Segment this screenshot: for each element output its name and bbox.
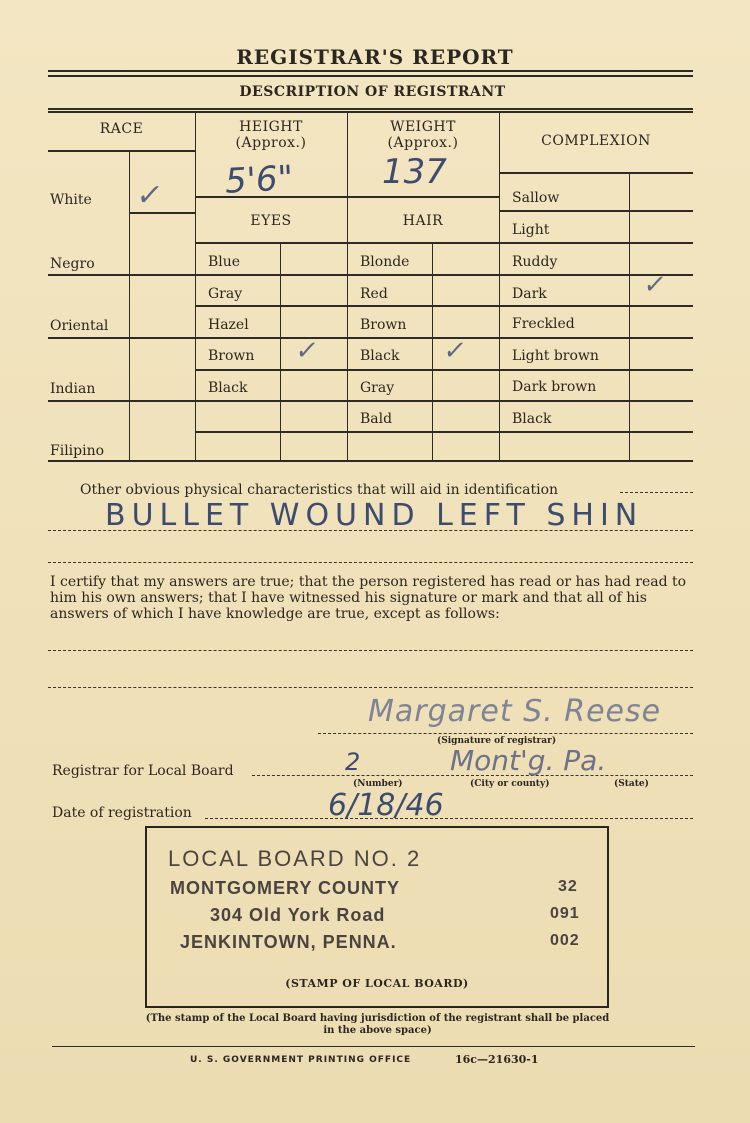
grid-line	[195, 305, 693, 307]
weight-header: WEIGHT	[390, 119, 456, 135]
footer-code: 16c—21630-1	[455, 1053, 539, 1066]
grid-line	[195, 242, 693, 244]
page-title: REGISTRAR'S REPORT	[236, 45, 514, 69]
hair-option-red: Red	[360, 286, 388, 302]
stamp-note: (The stamp of the Local Board having jurisdiction of the registrant shall be placed in the above space)	[145, 1013, 610, 1036]
grid-line	[499, 112, 500, 460]
date-label: Date of registration	[52, 805, 192, 821]
race-option-negro: Negro	[50, 256, 95, 272]
race-option-indian: Indian	[50, 381, 96, 397]
divider	[48, 70, 693, 72]
weight-subheader: (Approx.)	[387, 135, 459, 151]
complexion-header: COMPLEXION	[541, 133, 651, 149]
grid-line	[195, 369, 693, 371]
grid-line	[347, 112, 348, 460]
height-subheader: (Approx.)	[235, 135, 307, 151]
race-option-white: White	[50, 192, 92, 208]
eyes-option-blue: Blue	[208, 254, 241, 270]
signature-caption: (Signature of registrar)	[437, 736, 557, 746]
other-characteristics-value: BULLET WOUND LEFT SHIN	[105, 498, 644, 533]
grid-line	[48, 274, 693, 276]
stamp-number-2: 091	[550, 905, 580, 922]
hair-option-black: Black	[360, 348, 400, 364]
check-mark-icon: ✓	[441, 336, 469, 366]
complexion-option-dark: Dark	[512, 286, 547, 302]
dotted-line	[48, 562, 693, 563]
race-option-filipino: Filipino	[50, 443, 105, 459]
complexion-option-ruddy: Ruddy	[512, 254, 558, 270]
dotted-line	[48, 530, 693, 531]
dotted-line	[318, 733, 693, 734]
check-mark-icon: ✓	[641, 270, 669, 300]
stamp-line-2: MONTGOMERY COUNTY	[170, 878, 401, 898]
eyes-option-hazel: Hazel	[208, 317, 249, 333]
grid-line	[499, 210, 693, 212]
divider	[48, 108, 693, 110]
dotted-line	[205, 818, 693, 819]
complexion-option-freckled: Freckled	[512, 316, 575, 332]
grid-line	[129, 150, 130, 460]
stamp-line-3: 304 Old York Road	[210, 905, 386, 925]
grid-line	[629, 172, 630, 460]
local-board-label: Registrar for Local Board	[52, 763, 234, 779]
stamp-line-4: JENKINTOWN, PENNA.	[180, 932, 397, 952]
eyes-header: EYES	[250, 213, 292, 229]
city-caption: (City or county)	[470, 779, 550, 789]
divider	[48, 111, 693, 113]
state-caption: (State)	[614, 779, 649, 789]
certification-statement: I certify that my answers are true; that the person registered has read or has had read to him his own answers; that I have witnessed his signature or mark and that all of his answers of which I have knowledge are true, except as follows:	[50, 574, 687, 622]
eyes-option-brown: Brown	[208, 348, 255, 364]
complexion-option-dark-brown: Dark brown	[512, 379, 597, 395]
footer-office: U. S. GOVERNMENT PRINTING OFFICE	[190, 1055, 412, 1065]
dotted-line	[48, 687, 693, 688]
dotted-line	[620, 492, 693, 493]
grid-line	[48, 460, 693, 462]
hair-header: HAIR	[402, 213, 444, 229]
other-characteristics-label: Other obvious physical characteristics that will aid in identification	[80, 482, 559, 498]
grid-line	[48, 400, 693, 402]
complexion-option-black: Black	[512, 411, 552, 427]
hair-option-blonde: Blonde	[360, 254, 410, 270]
registrar-signature: Margaret S. Reese	[368, 694, 662, 729]
eyes-option-black: Black	[208, 380, 248, 396]
grid-line	[48, 337, 693, 339]
check-mark-icon: ✓	[133, 178, 166, 213]
grid-line	[195, 112, 196, 460]
divider	[52, 1046, 695, 1047]
divider	[48, 75, 693, 77]
eyes-option-gray: Gray	[208, 286, 243, 302]
board-city-value: Mont'g. Pa.	[450, 744, 607, 777]
complexion-option-light-brown: Light brown	[512, 348, 599, 364]
check-mark-icon: ✓	[293, 336, 321, 366]
height-value: 5'6"	[224, 158, 295, 202]
board-number-value: 2	[345, 748, 361, 776]
race-header: RACE	[99, 121, 144, 137]
number-caption: (Number)	[353, 779, 403, 789]
dotted-line	[48, 650, 693, 651]
height-header: HEIGHT	[239, 119, 303, 135]
hair-option-brown: Brown	[360, 317, 407, 333]
stamp-caption: (STAMP OF LOCAL BOARD)	[285, 977, 469, 990]
grid-line	[48, 150, 195, 152]
stamp-number-3: 002	[550, 932, 580, 949]
section-subtitle: DESCRIPTION OF REGISTRANT	[239, 84, 506, 100]
grid-line	[499, 172, 693, 174]
stamp-number-1: 32	[558, 878, 578, 895]
hair-option-bald: Bald	[360, 411, 393, 427]
grid-line	[195, 431, 693, 433]
weight-value: 137	[382, 152, 447, 192]
race-option-oriental: Oriental	[50, 318, 109, 334]
date-value: 6/18/46	[328, 788, 444, 823]
complexion-option-sallow: Sallow	[512, 190, 560, 206]
hair-option-gray: Gray	[360, 380, 395, 396]
complexion-option-light: Light	[512, 222, 550, 238]
stamp-line-1: LOCAL BOARD NO. 2	[168, 846, 422, 871]
